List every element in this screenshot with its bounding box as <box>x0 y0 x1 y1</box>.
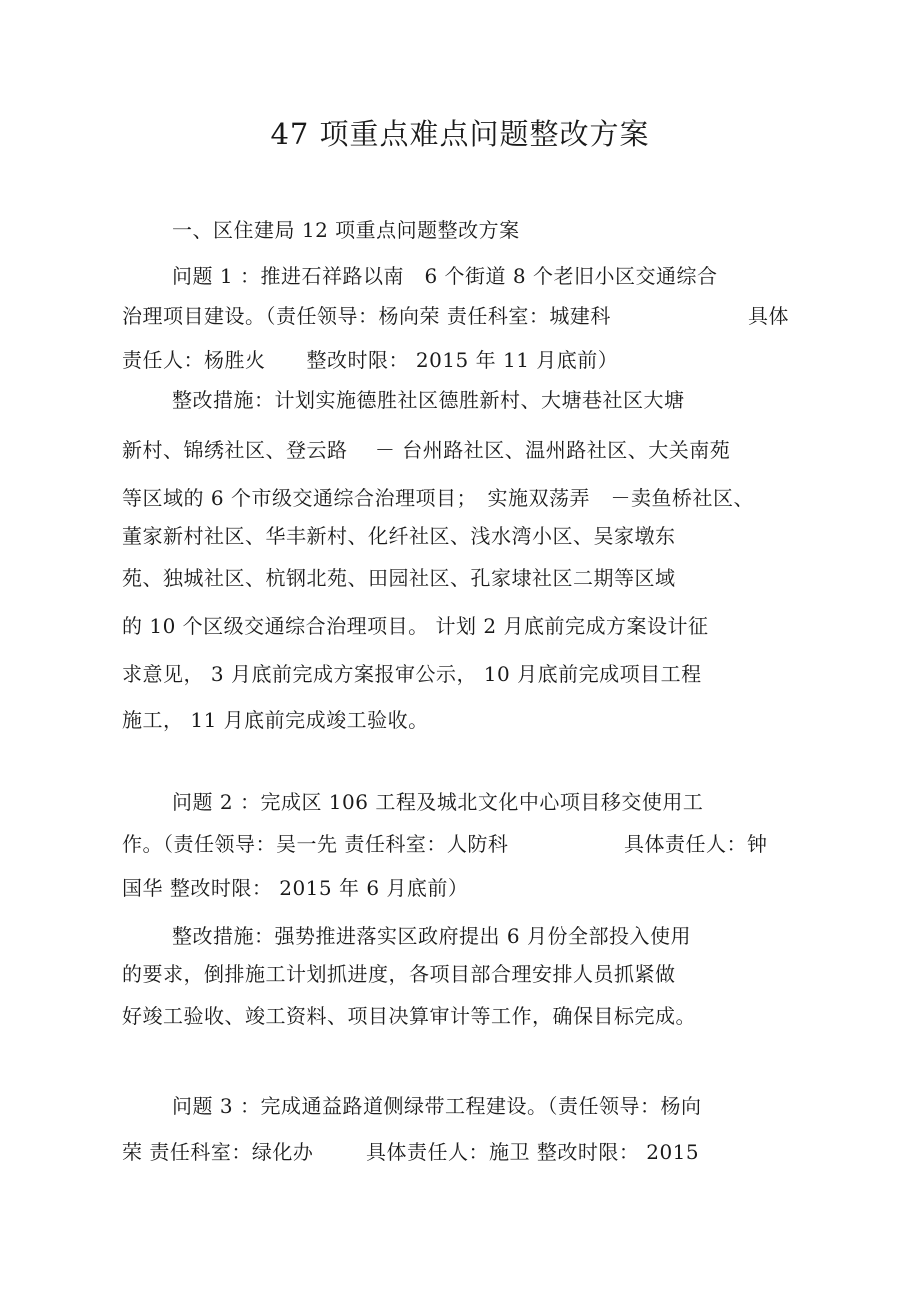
issue-2-line-2-right: 具体责任人：钟 <box>624 832 768 856</box>
issue-1-measure-line: 等区域的 6 个市级交通综合治理项目； 实施双荡弄 －卖鱼桥社区、 <box>122 486 754 510</box>
issue-3-line-1: 问题 3 ：完成通益路道侧绿带工程建设。（责任领导：杨向 <box>172 1094 702 1118</box>
issue-1-measure-line: 董家新村社区、华丰新村、化纤社区、浅水湾小区、吴家墩东 <box>122 524 676 548</box>
issue-3-line-2: 荣 责任科室：绿化办 <box>122 1140 314 1164</box>
issue-3-line-2-right: 具体责任人：施卫 整改时限： 2015 <box>366 1140 700 1164</box>
issue-2-line-2: 作。（责任领导：吴一先 责任科室：人防科 <box>122 832 509 856</box>
issue-2-measure-line: 整改措施：强势推进落实区政府提出 6 月份全部投入使用 <box>172 924 691 948</box>
issue-2-measure-line: 的要求，倒排施工计划抓进度，各项目部合理安排人员抓紧做 <box>122 962 676 986</box>
issue-1-line-1: 问题 1 ：推进石祥路以南 6 个街道 8 个老旧小区交通综合 <box>172 264 718 288</box>
issue-1-measure-line: 求意见， 3 月底前完成方案报审公示， 10 月底前完成项目工程 <box>122 662 702 686</box>
issue-1-measure-line: 的 10 个区级交通综合治理项目。 计划 2 月底前完成方案设计征 <box>122 614 709 638</box>
issue-2-measure-line: 好竣工验收、竣工资料、项目决算审计等工作，确保目标完成。 <box>122 1004 696 1028</box>
issue-1-line-2: 治理项目建设。（责任领导：杨向荣 责任科室：城建科 <box>122 304 611 328</box>
issue-1-line-3: 责任人：杨胜火 整改时限： 2015 年 11 月底前） <box>122 348 619 372</box>
issue-1-measure-line: 施工， 11 月底前完成竣工验收。 <box>122 708 429 732</box>
section-heading: 一、区住建局 12 项重点问题整改方案 <box>172 218 520 242</box>
issue-1-line-2-right: 具体 <box>748 304 789 328</box>
issue-1-measure-line: 新村、锦绣社区、登云路 － 台州路社区、温州路社区、大关南苑 <box>122 438 731 462</box>
issue-2-line-3: 国华 整改时限： 2015 年 6 月底前） <box>122 876 469 900</box>
issue-2-line-1: 问题 2 ：完成区 106 工程及城北文化中心项目移交使用工 <box>172 790 704 814</box>
issue-1-measure-line: 整改措施：计划实施德胜社区德胜新村、大塘巷社区大塘 <box>172 388 685 412</box>
issue-1-measure-line: 苑、独城社区、杭钢北苑、田园社区、孔家埭社区二期等区域 <box>122 566 676 590</box>
document-title: 47 项重点难点问题整改方案 <box>270 117 650 151</box>
